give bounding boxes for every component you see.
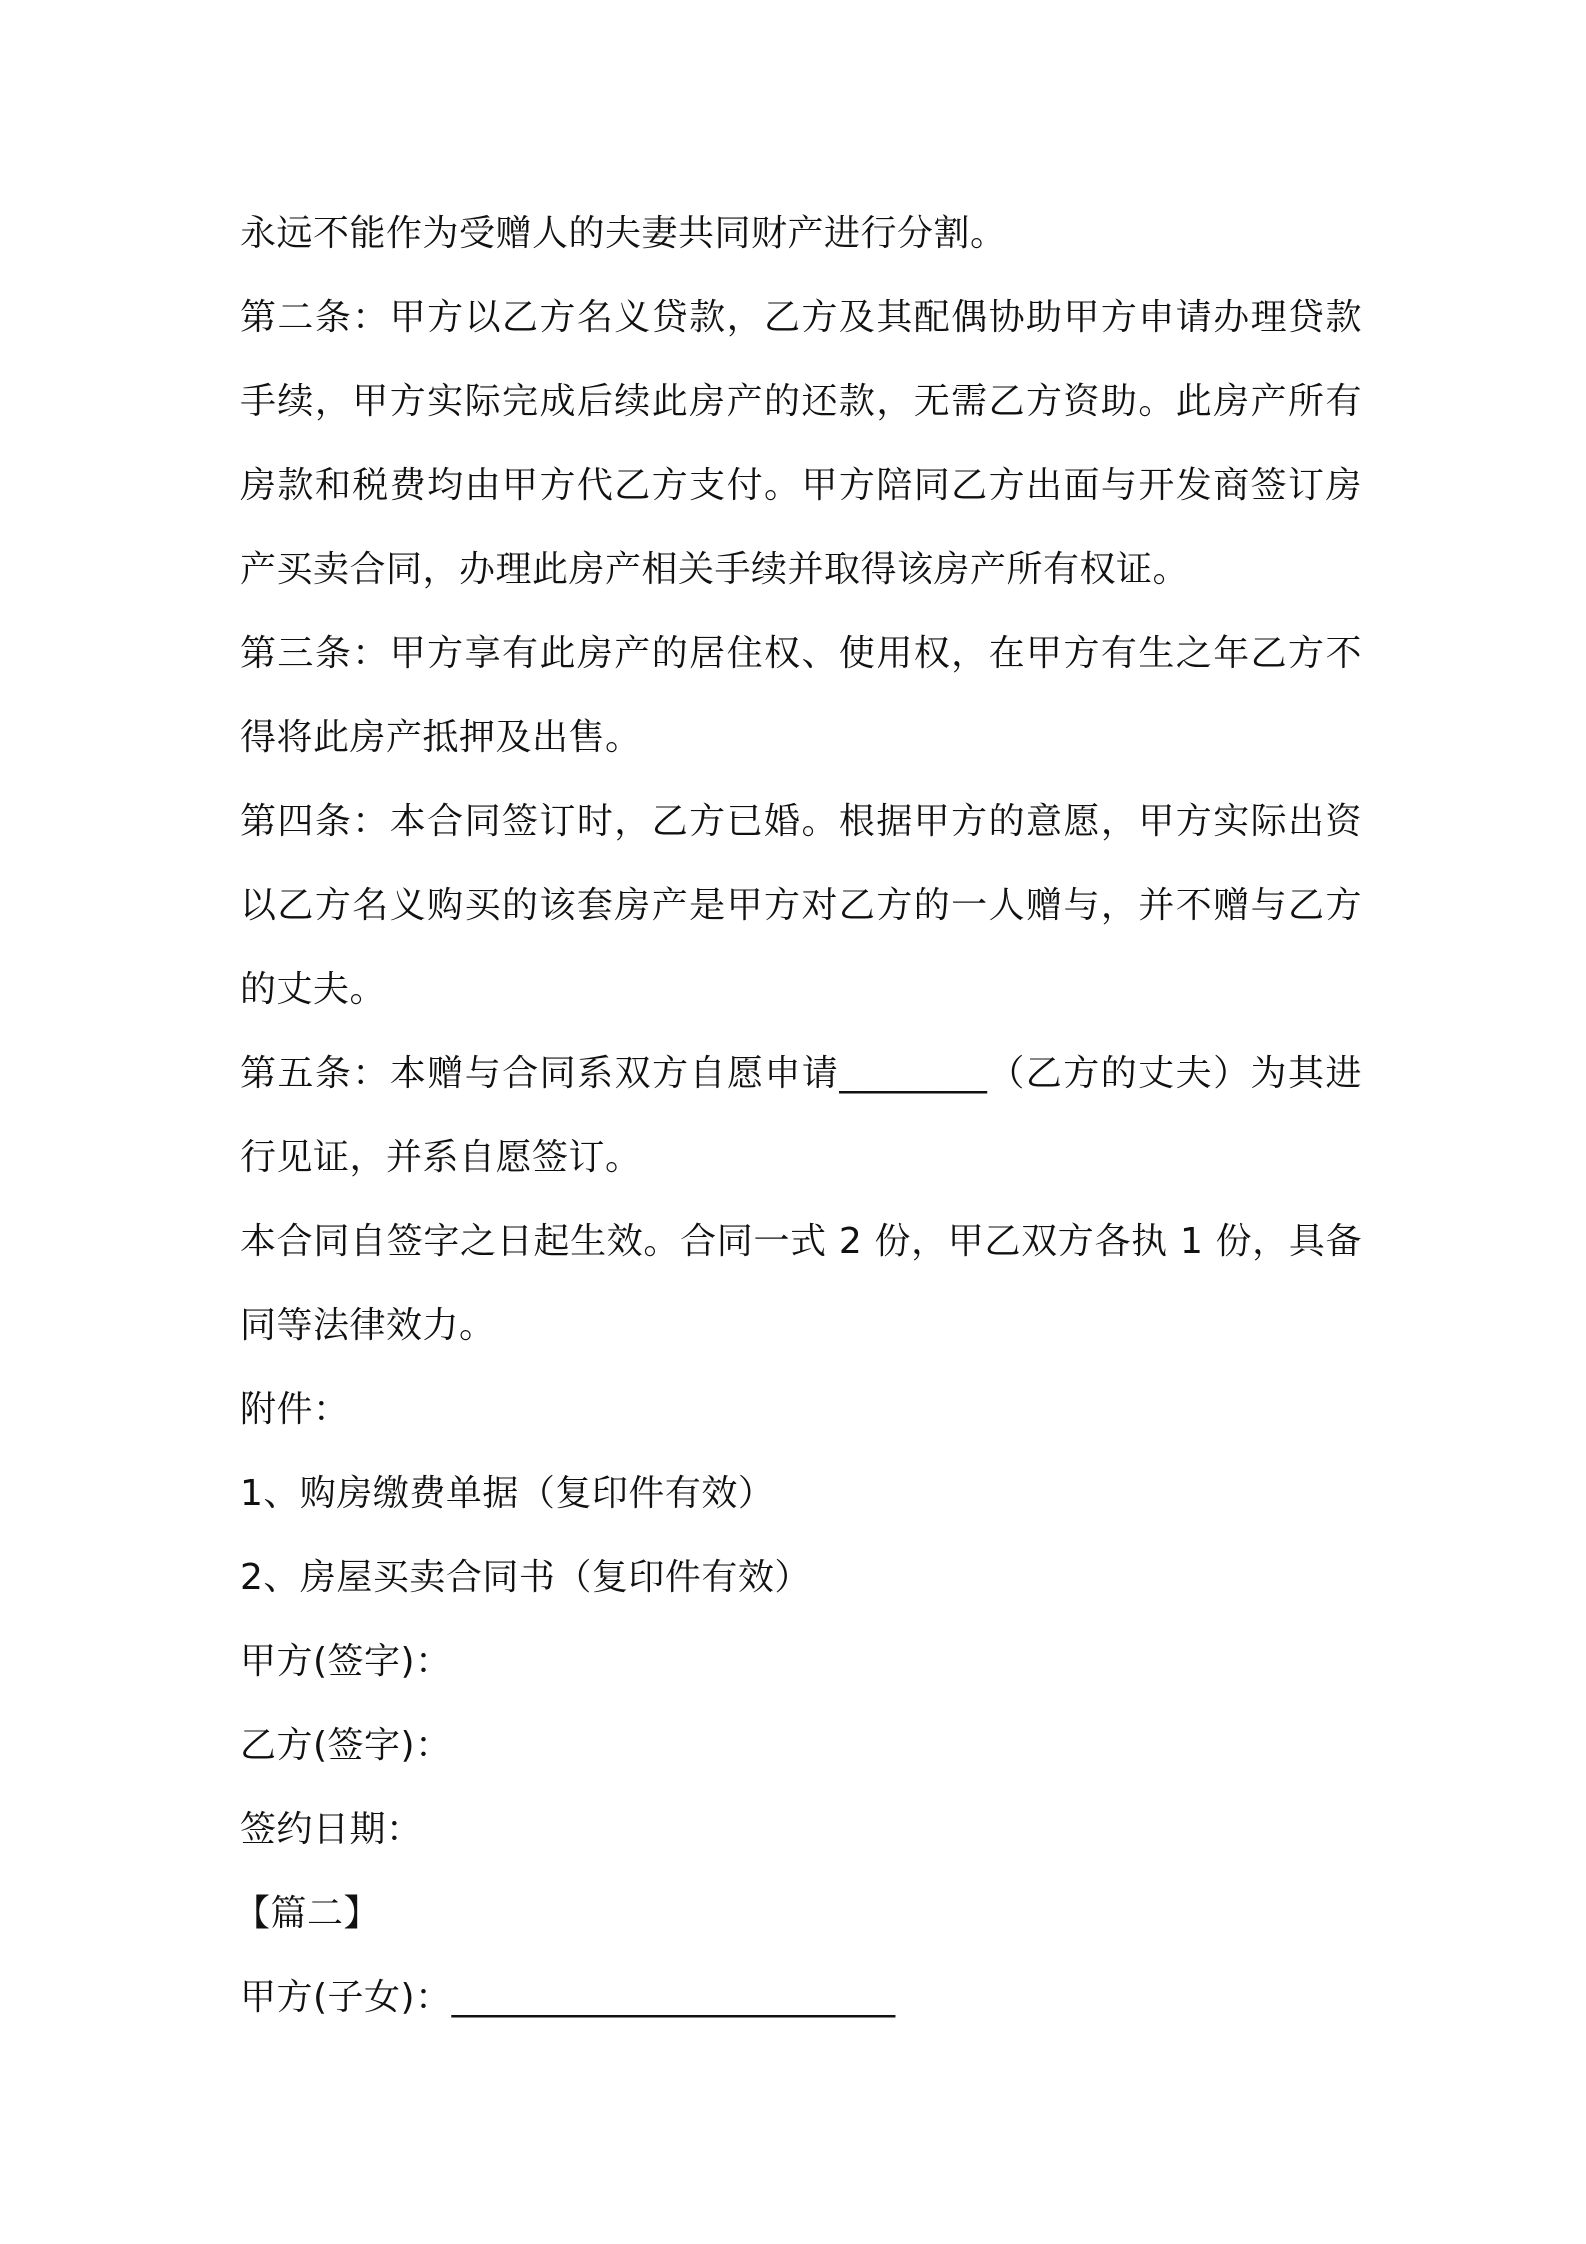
witness-blank: ________	[839, 1053, 988, 1094]
signature-party-a: 甲方(签字)：	[240, 1641, 452, 1682]
paragraph-continuation: 永远不能作为受赠人的夫妻共同财产进行分割。	[240, 213, 1007, 254]
article-5-text-before: 第五条：本赠与合同系双方自愿申请	[240, 1053, 840, 1094]
attachment-item: 1、购房缴费单据（复印件有效）	[240, 1473, 775, 1514]
article-2: 第二条：甲方以乙方名义贷款，乙方及其配偶协助甲方申请办理贷款手续，甲方实际完成后续此房产的还款，无需乙方资助。此房产所有房款和税费均由甲方代乙方支付。甲方陪同乙方出面与开发商签订房产买卖合同，办理此房产相关手续并取得该房产所有权证。	[240, 297, 1362, 590]
article-5-text-after: （乙方的丈夫）为其进行见证，并系自愿签订。	[240, 1053, 1362, 1178]
attachments-label: 附件：	[240, 1389, 350, 1430]
section-heading: 【篇二】	[234, 1893, 381, 1934]
signature-party-b: 乙方(签字)：	[240, 1725, 452, 1766]
party-a-line	[240, 1956, 1362, 2040]
party-a-label: 甲方(子女)：	[240, 1977, 452, 2018]
article-5	[240, 1032, 1362, 1200]
effect-clause: 本合同自签字之日起生效。合同一式 2 份，甲乙双方各执 1 份，具备同等法律效力。	[240, 1221, 1362, 1346]
article-3: 第三条：甲方享有此房产的居住权、使用权，在甲方有生之年乙方不得将此房产抵押及出售。	[240, 633, 1362, 758]
party-a-blank: ________________________	[451, 1977, 896, 2018]
signing-date: 签约日期：	[240, 1809, 423, 1850]
attachment-item: 2、房屋买卖合同书（复印件有效）	[240, 1557, 811, 1598]
document-body	[234, 192, 1362, 2040]
article-4: 第四条：本合同签订时，乙方已婚。根据甲方的意愿，甲方实际出资以乙方名义购买的该套房产是甲方对乙方的一人赠与，并不赠与乙方的丈夫。	[240, 801, 1362, 1010]
